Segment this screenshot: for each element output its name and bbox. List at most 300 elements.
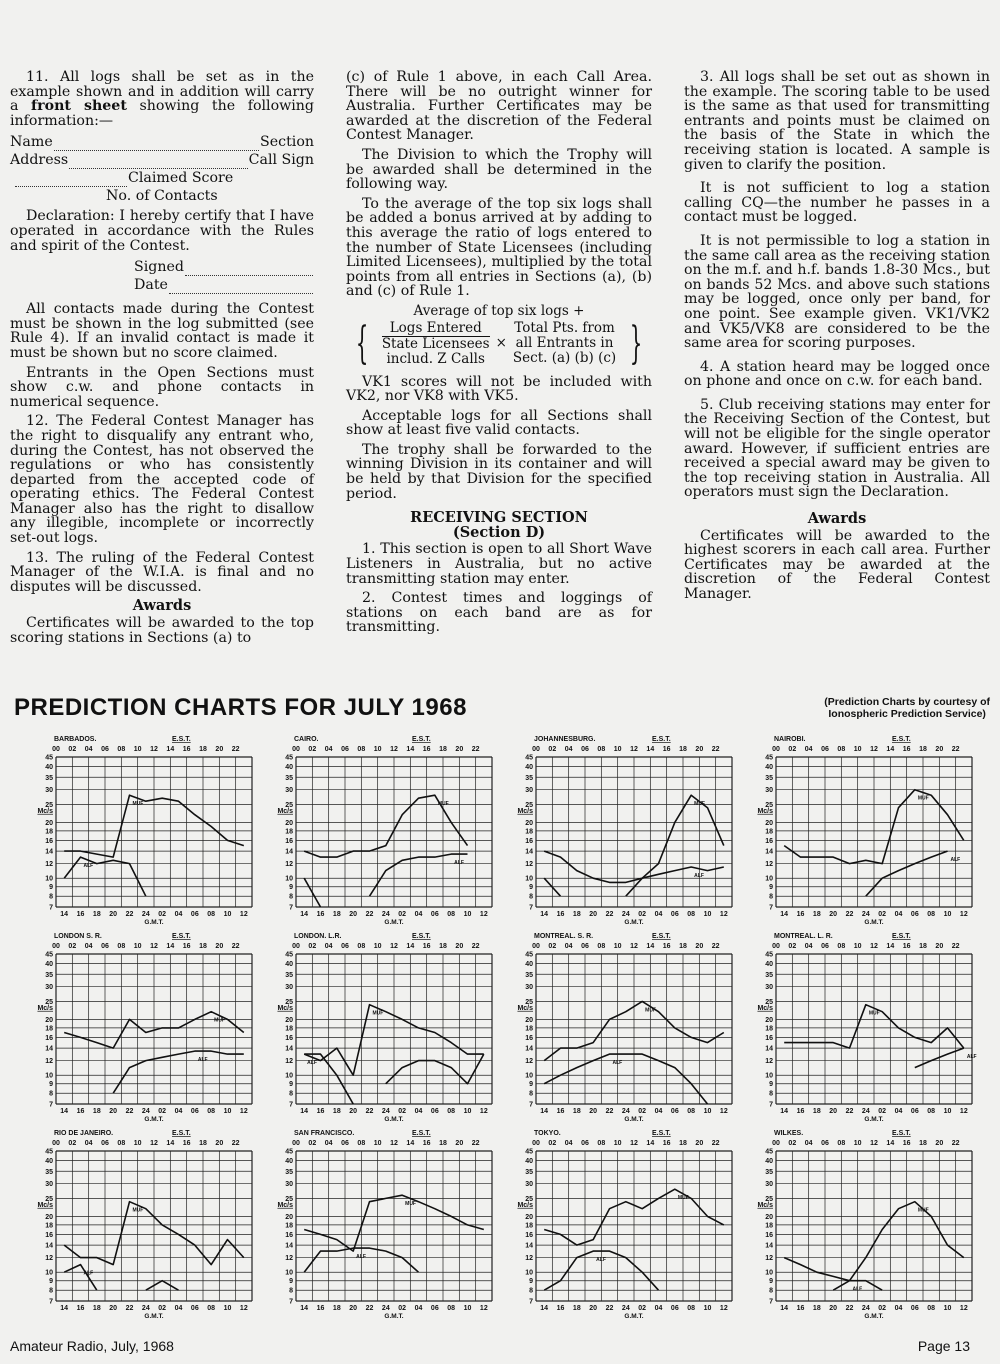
y-tick-label: 25 xyxy=(285,998,293,1006)
bottom-tick-label: 18 xyxy=(572,1108,581,1115)
y-unit-label: Mc/s xyxy=(277,1201,293,1209)
y-tick-label: 40 xyxy=(765,960,773,968)
paragraph: 3. All logs shall be set out as shown in the example. The scoring table to be used is the same as that used for transmitting entrants and points must be claimed on the basis of the State in which the receiving station is located. A sample is given to clarify the position. xyxy=(684,69,990,173)
alf-curve xyxy=(64,1265,97,1291)
y-tick-label: 9 xyxy=(49,884,53,892)
top-tick-label: 16 xyxy=(902,943,911,950)
top-tick-label: 02 xyxy=(308,1140,317,1147)
bottom-tick-label: 20 xyxy=(349,1305,358,1312)
bottom-tick-label: 04 xyxy=(174,911,183,918)
gmt-label: G.M.T. xyxy=(144,1116,164,1123)
top-tick-label: 00 xyxy=(292,746,300,753)
y-tick-label: 20 xyxy=(45,819,53,827)
bottom-tick-label: 20 xyxy=(349,911,358,918)
bottom-tick-label: 02 xyxy=(878,1305,887,1312)
bottom-tick-label: 22 xyxy=(605,1108,614,1115)
bottom-tick-label: 08 xyxy=(447,1305,456,1312)
y-tick-label: 9 xyxy=(289,884,293,892)
y-tick-label: 16 xyxy=(525,837,533,845)
top-tick-label: 12 xyxy=(390,943,398,950)
y-unit-label: Mc/s xyxy=(517,1004,533,1012)
y-tick-label: 12 xyxy=(45,1058,53,1066)
est-label: E.S.T. xyxy=(172,933,191,940)
alf-curve xyxy=(626,867,724,896)
y-tick-label: 20 xyxy=(525,819,533,827)
brace-left: { xyxy=(355,317,369,369)
top-tick-label: 04 xyxy=(564,943,573,950)
chart-svg xyxy=(502,930,742,1125)
y-tick-label: 8 xyxy=(49,1090,53,1098)
y-tick-label: 40 xyxy=(525,960,533,968)
chart-title: SAN FRANCISCO. xyxy=(294,1130,355,1137)
y-tick-label: 12 xyxy=(525,1255,533,1263)
bottom-tick-label: 18 xyxy=(812,1108,821,1115)
y-tick-label: 40 xyxy=(45,763,53,771)
top-tick-label: 22 xyxy=(951,746,960,753)
top-tick-label: 18 xyxy=(199,943,207,950)
top-tick-label: 14 xyxy=(166,746,175,753)
est-label: E.S.T. xyxy=(412,933,431,940)
y-tick-label: 8 xyxy=(49,893,53,901)
bottom-tick-label: 24 xyxy=(381,1305,390,1312)
chart-title: WILKES. xyxy=(774,1130,804,1137)
y-tick-label: 12 xyxy=(285,1255,293,1263)
top-tick-label: 06 xyxy=(101,746,109,753)
prediction-chart xyxy=(502,1127,742,1322)
top-tick-label: 22 xyxy=(951,943,960,950)
bottom-tick-label: 08 xyxy=(207,911,216,918)
y-tick-label: 45 xyxy=(45,754,53,762)
top-tick-label: 12 xyxy=(870,943,878,950)
bottom-tick-label: 12 xyxy=(239,1108,248,1115)
top-tick-label: 00 xyxy=(772,943,780,950)
alf-label: ALF xyxy=(197,1057,208,1064)
top-tick-label: 16 xyxy=(662,943,671,950)
y-tick-label: 25 xyxy=(45,1195,53,1203)
top-tick-label: 16 xyxy=(902,746,911,753)
top-tick-label: 06 xyxy=(341,1140,349,1147)
alf-label: ALF xyxy=(83,863,94,870)
bottom-tick-label: 04 xyxy=(654,1108,663,1115)
y-tick-label: 7 xyxy=(289,1298,293,1306)
bottom-tick-label: 06 xyxy=(910,911,919,918)
top-tick-label: 12 xyxy=(150,943,158,950)
bottom-tick-label: 04 xyxy=(174,1305,183,1312)
y-tick-label: 40 xyxy=(285,763,293,771)
top-tick-label: 02 xyxy=(68,746,77,753)
y-tick-label: 30 xyxy=(45,787,53,795)
y-tick-label: 12 xyxy=(285,1058,293,1066)
y-tick-label: 35 xyxy=(285,774,293,782)
bottom-tick-label: 06 xyxy=(910,1108,919,1115)
formula-fraction: Logs Entered State Licensees includ. Z Calls xyxy=(381,319,490,367)
est-label: E.S.T. xyxy=(412,736,431,743)
bottom-tick-label: 04 xyxy=(174,1108,183,1115)
y-tick-label: 25 xyxy=(765,998,773,1006)
chart-title: CAIRO. xyxy=(294,736,319,743)
y-tick-label: 30 xyxy=(525,984,533,992)
top-tick-label: 10 xyxy=(853,943,862,950)
bottom-tick-label: 06 xyxy=(670,1108,679,1115)
top-tick-label: 18 xyxy=(919,746,927,753)
y-tick-label: 14 xyxy=(45,1045,53,1053)
bottom-tick-label: 14 xyxy=(300,911,309,918)
y-tick-label: 9 xyxy=(289,1081,293,1089)
paragraph: The Division to which the Trophy will be awarded shall be determined in the following way. xyxy=(346,146,652,193)
form-line-name: Name Section xyxy=(10,134,314,151)
muf-label: MUF xyxy=(917,1207,929,1214)
muf-label: MUF xyxy=(868,1010,880,1017)
y-tick-label: 18 xyxy=(525,1025,533,1033)
bottom-tick-label: 10 xyxy=(943,1108,952,1115)
prediction-chart xyxy=(742,930,982,1125)
y-tick-label: 9 xyxy=(529,1081,533,1089)
awards-heading: Awards xyxy=(132,597,192,615)
prediction-chart xyxy=(742,1127,982,1322)
bottom-tick-label: 16 xyxy=(796,1305,805,1312)
bottom-tick-label: 06 xyxy=(670,911,679,918)
bottom-tick-label: 22 xyxy=(845,911,854,918)
paragraph: Entrants in the Open Sections must show c.w. and phone contacts in numerical sequence. xyxy=(10,364,314,410)
y-tick-label: 40 xyxy=(45,960,53,968)
paragraph: The trophy shall be forwarded to the winning Division in its container and will be held by that Division for the specified period. xyxy=(346,441,652,502)
top-tick-label: 04 xyxy=(324,1140,333,1147)
y-tick-label: 35 xyxy=(765,774,773,782)
top-tick-label: 04 xyxy=(324,943,333,950)
alf-label: ALF xyxy=(612,1060,623,1067)
bottom-tick-label: 14 xyxy=(60,1108,69,1115)
bottom-tick-label: 16 xyxy=(76,911,85,918)
bottom-tick-label: 20 xyxy=(829,911,838,918)
bottom-tick-label: 24 xyxy=(621,1305,630,1312)
bottom-tick-label: 14 xyxy=(300,1108,309,1115)
bottom-tick-label: 08 xyxy=(687,1305,696,1312)
top-tick-label: 08 xyxy=(837,943,846,950)
bottom-tick-label: 20 xyxy=(589,911,598,918)
top-tick-label: 00 xyxy=(532,1140,540,1147)
bottom-tick-label: 04 xyxy=(414,1305,423,1312)
top-tick-label: 20 xyxy=(935,943,944,950)
bottom-tick-label: 24 xyxy=(381,1108,390,1115)
bottom-tick-label: 12 xyxy=(479,1305,488,1312)
bottom-tick-label: 20 xyxy=(109,1108,118,1115)
y-tick-label: 14 xyxy=(525,848,533,856)
y-tick-label: 18 xyxy=(45,828,53,836)
bottom-tick-label: 02 xyxy=(398,1108,407,1115)
muf-label: MUF xyxy=(372,1010,384,1017)
bottom-tick-label: 04 xyxy=(894,911,903,918)
y-tick-label: 14 xyxy=(765,1045,773,1053)
y-tick-label: 7 xyxy=(769,1298,773,1306)
y-tick-label: 40 xyxy=(45,1157,53,1165)
bottom-tick-label: 24 xyxy=(621,911,630,918)
chart-title: TOKYO. xyxy=(534,1130,561,1137)
bottom-tick-label: 20 xyxy=(109,1305,118,1312)
top-tick-label: 22 xyxy=(471,943,480,950)
bottom-tick-label: 16 xyxy=(316,1305,325,1312)
top-tick-label: 06 xyxy=(101,943,109,950)
bottom-tick-label: 18 xyxy=(812,1305,821,1312)
top-tick-label: 16 xyxy=(422,1140,431,1147)
bottom-tick-label: 06 xyxy=(910,1305,919,1312)
paragraph: All contacts made during the Contest must be shown in the log submitted (see Rule 4). If an invalid contact is made it must be shown but no score claimed. xyxy=(10,301,314,361)
top-tick-label: 10 xyxy=(853,1140,862,1147)
y-tick-label: 16 xyxy=(45,1034,53,1042)
y-tick-label: 10 xyxy=(765,875,773,883)
chart-svg xyxy=(22,930,262,1125)
top-tick-label: 08 xyxy=(837,1140,846,1147)
bottom-tick-label: 14 xyxy=(780,1305,789,1312)
section-d-heading: (Section D) xyxy=(452,523,546,541)
y-tick-label: 14 xyxy=(45,1242,53,1250)
bottom-tick-label: 10 xyxy=(223,911,232,918)
bottom-tick-label: 18 xyxy=(92,1305,101,1312)
y-tick-label: 18 xyxy=(285,828,293,836)
bottom-tick-label: 14 xyxy=(300,1305,309,1312)
trophy-formula xyxy=(346,304,652,367)
bottom-tick-label: 10 xyxy=(223,1108,232,1115)
bottom-tick-label: 14 xyxy=(780,911,789,918)
bottom-tick-label: 10 xyxy=(943,911,952,918)
bottom-tick-label: 16 xyxy=(76,1108,85,1115)
y-tick-label: 20 xyxy=(45,1213,53,1221)
bottom-tick-label: 08 xyxy=(927,1305,936,1312)
y-tick-label: 25 xyxy=(45,998,53,1006)
y-tick-label: 16 xyxy=(525,1034,533,1042)
y-tick-label: 30 xyxy=(525,787,533,795)
chart-svg xyxy=(742,930,982,1125)
bottom-tick-label: 18 xyxy=(92,1108,101,1115)
top-tick-label: 06 xyxy=(341,943,349,950)
top-tick-label: 14 xyxy=(166,1140,175,1147)
y-tick-label: 16 xyxy=(45,837,53,845)
y-tick-label: 30 xyxy=(765,787,773,795)
y-tick-label: 10 xyxy=(525,1269,533,1277)
top-tick-label: 22 xyxy=(231,943,240,950)
y-tick-label: 8 xyxy=(289,1287,293,1295)
est-label: E.S.T. xyxy=(652,1130,671,1137)
y-unit-label: Mc/s xyxy=(517,807,533,815)
bottom-tick-label: 04 xyxy=(414,1108,423,1115)
top-tick-label: 04 xyxy=(84,943,93,950)
y-tick-label: 35 xyxy=(765,1168,773,1176)
y-tick-label: 10 xyxy=(45,1269,53,1277)
y-tick-label: 9 xyxy=(529,884,533,892)
top-tick-label: 16 xyxy=(182,1140,191,1147)
y-tick-label: 30 xyxy=(45,1181,53,1189)
y-tick-label: 18 xyxy=(525,1222,533,1230)
top-tick-label: 10 xyxy=(613,1140,622,1147)
gmt-label: G.M.T. xyxy=(864,1116,884,1123)
alf-curve xyxy=(386,1054,484,1084)
y-tick-label: 10 xyxy=(45,1072,53,1080)
y-tick-label: 20 xyxy=(285,1213,293,1221)
paragraph: It is not sufficient to log a station calling CQ—the number he passes in a contact must be logged. xyxy=(684,180,990,226)
bottom-tick-label: 20 xyxy=(109,911,118,918)
bottom-tick-label: 16 xyxy=(316,1108,325,1115)
bottom-tick-label: 02 xyxy=(158,1108,167,1115)
y-tick-label: 25 xyxy=(285,801,293,809)
bottom-tick-label: 24 xyxy=(861,911,870,918)
top-tick-label: 22 xyxy=(231,746,240,753)
est-label: E.S.T. xyxy=(412,1130,431,1137)
footer-publication: Amateur Radio, July, 1968 xyxy=(10,1338,174,1354)
bottom-tick-label: 08 xyxy=(447,911,456,918)
top-tick-label: 20 xyxy=(695,943,704,950)
bottom-tick-label: 24 xyxy=(381,911,390,918)
y-unit-label: Mc/s xyxy=(757,1004,773,1012)
y-tick-label: 7 xyxy=(529,1101,533,1109)
y-tick-label: 30 xyxy=(765,1181,773,1189)
muf-label: MUF xyxy=(214,1017,226,1024)
bottom-tick-label: 14 xyxy=(540,1305,549,1312)
bottom-tick-label: 24 xyxy=(861,1108,870,1115)
top-tick-label: 16 xyxy=(182,943,191,950)
bottom-tick-label: 14 xyxy=(540,911,549,918)
prediction-chart xyxy=(262,1127,502,1322)
est-label: E.S.T. xyxy=(892,1130,911,1137)
chart-title: LONDON S. R. xyxy=(54,933,102,940)
y-tick-label: 7 xyxy=(529,1298,533,1306)
alf-curve xyxy=(113,1051,244,1093)
top-tick-label: 22 xyxy=(951,1140,960,1147)
y-tick-label: 14 xyxy=(525,1045,533,1053)
y-tick-label: 7 xyxy=(769,904,773,912)
bottom-tick-label: 06 xyxy=(190,1305,199,1312)
y-tick-label: 7 xyxy=(289,904,293,912)
bottom-tick-label: 12 xyxy=(239,911,248,918)
top-tick-label: 02 xyxy=(308,943,317,950)
top-tick-label: 02 xyxy=(548,1140,557,1147)
est-label: E.S.T. xyxy=(892,736,911,743)
y-tick-label: 16 xyxy=(765,1034,773,1042)
bottom-tick-label: 12 xyxy=(719,1305,728,1312)
y-tick-label: 8 xyxy=(769,1287,773,1295)
bottom-tick-label: 10 xyxy=(703,1108,712,1115)
top-tick-label: 10 xyxy=(853,746,862,753)
y-tick-label: 45 xyxy=(525,754,533,762)
alf-curve xyxy=(146,1281,179,1291)
gmt-label: G.M.T. xyxy=(144,919,164,926)
top-tick-label: 18 xyxy=(439,1140,447,1147)
y-tick-label: 20 xyxy=(765,819,773,827)
y-tick-label: 7 xyxy=(289,1101,293,1109)
y-tick-label: 20 xyxy=(285,819,293,827)
bottom-tick-label: 08 xyxy=(207,1305,216,1312)
bottom-tick-label: 20 xyxy=(829,1305,838,1312)
bottom-tick-label: 24 xyxy=(861,1305,870,1312)
top-tick-label: 08 xyxy=(597,1140,606,1147)
gmt-label: G.M.T. xyxy=(864,1313,884,1320)
top-tick-label: 06 xyxy=(821,943,829,950)
bottom-tick-label: 20 xyxy=(589,1108,598,1115)
top-tick-label: 16 xyxy=(422,746,431,753)
top-tick-label: 14 xyxy=(886,746,895,753)
y-tick-label: 40 xyxy=(525,1157,533,1165)
top-tick-label: 00 xyxy=(772,1140,780,1147)
y-tick-label: 10 xyxy=(765,1269,773,1277)
y-tick-label: 18 xyxy=(285,1222,293,1230)
bottom-tick-label: 18 xyxy=(92,911,101,918)
y-tick-label: 12 xyxy=(765,1255,773,1263)
top-tick-label: 12 xyxy=(630,943,638,950)
top-tick-label: 08 xyxy=(597,746,606,753)
top-tick-label: 14 xyxy=(646,746,655,753)
y-tick-label: 45 xyxy=(765,951,773,959)
y-tick-label: 45 xyxy=(525,951,533,959)
bottom-tick-label: 02 xyxy=(878,911,887,918)
top-tick-label: 02 xyxy=(548,943,557,950)
y-tick-label: 16 xyxy=(285,1034,293,1042)
y-tick-label: 25 xyxy=(285,1195,293,1203)
top-tick-label: 16 xyxy=(182,746,191,753)
y-tick-label: 25 xyxy=(765,801,773,809)
bottom-tick-label: 02 xyxy=(638,1305,647,1312)
y-tick-label: 8 xyxy=(769,893,773,901)
form-line-signed: Signed xyxy=(10,258,314,276)
top-tick-label: 14 xyxy=(646,1140,655,1147)
y-tick-label: 45 xyxy=(45,1148,53,1156)
bottom-tick-label: 06 xyxy=(190,1108,199,1115)
top-tick-label: 10 xyxy=(613,746,622,753)
y-tick-label: 14 xyxy=(285,1242,293,1250)
bottom-tick-label: 16 xyxy=(556,1108,565,1115)
bottom-tick-label: 16 xyxy=(76,1305,85,1312)
top-tick-label: 18 xyxy=(439,943,447,950)
top-tick-label: 12 xyxy=(150,746,158,753)
chart-svg xyxy=(502,1127,742,1322)
paragraph-rule-12: 12. The Federal Contest Manager has the right to disqualify any entrant who, during the Contest, has not observed the regulations or who has consistently departed from the accepted code of operating ethics. The Federal Contest Manager also has the right to disallow any illegible, incomplete or incorrectly set-out logs. xyxy=(10,413,314,547)
top-tick-label: 00 xyxy=(292,943,300,950)
y-tick-label: 40 xyxy=(525,763,533,771)
chart-title: NAIROBI. xyxy=(774,736,806,743)
y-tick-label: 35 xyxy=(285,971,293,979)
top-tick-label: 12 xyxy=(630,1140,638,1147)
bottom-tick-label: 10 xyxy=(223,1305,232,1312)
bottom-tick-label: 12 xyxy=(239,1305,248,1312)
y-tick-label: 14 xyxy=(45,848,53,856)
y-tick-label: 35 xyxy=(525,971,533,979)
top-tick-label: 10 xyxy=(373,746,382,753)
top-tick-label: 18 xyxy=(679,1140,687,1147)
bottom-tick-label: 08 xyxy=(687,911,696,918)
alf-curve xyxy=(370,854,468,896)
bottom-tick-label: 22 xyxy=(605,911,614,918)
prediction-chart xyxy=(22,733,262,928)
bottom-tick-label: 04 xyxy=(414,911,423,918)
paragraph: 2. Contest times and loggings of stations on each band are as for transmitting. xyxy=(346,590,652,636)
y-unit-label: Mc/s xyxy=(37,807,53,815)
top-tick-label: 22 xyxy=(711,746,720,753)
bottom-tick-label: 24 xyxy=(141,1108,150,1115)
bottom-tick-label: 02 xyxy=(638,911,647,918)
y-unit-label: Mc/s xyxy=(277,807,293,815)
muf-label: MUF xyxy=(677,1195,689,1202)
muf-label: MUF xyxy=(132,1207,144,1214)
top-tick-label: 00 xyxy=(52,746,60,753)
bottom-tick-label: 14 xyxy=(60,1305,69,1312)
y-tick-label: 7 xyxy=(49,904,53,912)
top-tick-label: 20 xyxy=(215,943,224,950)
muf-label: MUF xyxy=(645,1007,657,1014)
bottom-tick-label: 24 xyxy=(621,1108,630,1115)
y-tick-label: 40 xyxy=(285,1157,293,1165)
y-tick-label: 30 xyxy=(45,984,53,992)
y-tick-label: 12 xyxy=(45,861,53,869)
y-tick-label: 10 xyxy=(45,875,53,883)
y-tick-label: 35 xyxy=(45,1168,53,1176)
top-tick-label: 08 xyxy=(357,746,366,753)
